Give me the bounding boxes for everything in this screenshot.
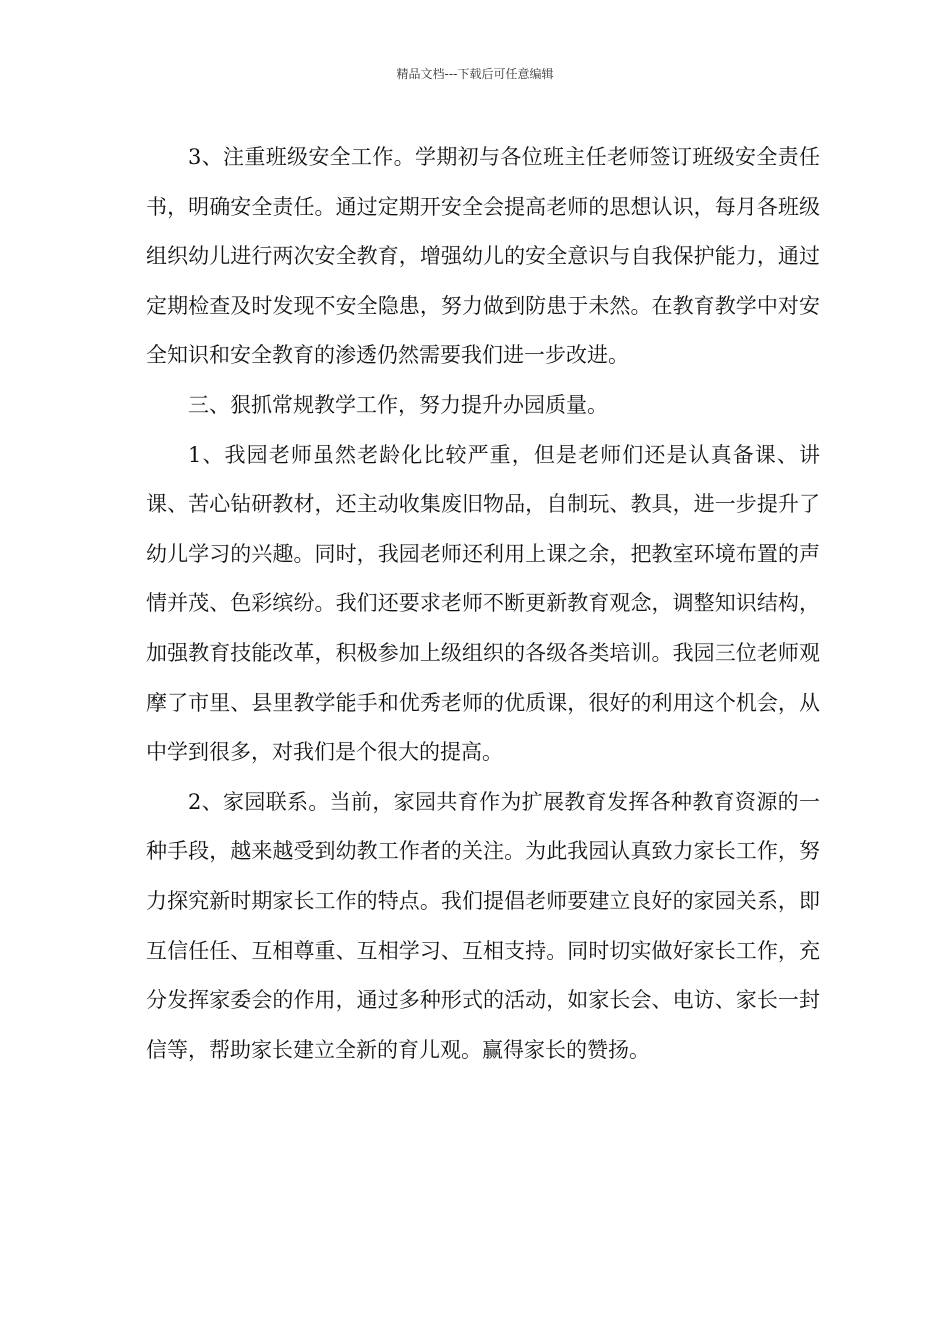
page-header: 精品文档---下载后可任意编辑 <box>396 67 554 81</box>
paragraph-teachers: 1、我园老师虽然老龄化比较严重，但是老师们还是认真备课、讲课、苦心钻研教材，还主动收集废旧物品，自制玩、教具，进一步提升了幼儿学习的兴趣。同时，我园老师还利用上课之余，把教室环境布置的声情并茂、色彩缤纷。我们还要求老师不断更新教育观念，调整知识结构，加强教育技能改革，积极参加上级组织的各级各类培训。我园三位老师观摩了市里、县里教学能手和优秀老师的优质课，很好的利用这个机会，从中学到很多，对我们是个很大的提高。 <box>146 442 820 765</box>
section-heading-teaching: 三、狠抓常规教学工作，努力提升办园质量。 <box>188 392 608 417</box>
paragraph-safety-work: 3、注重班级安全工作。学期初与各位班主任老师签订班级安全责任书，明确安全责任。通过定期开安全会提高老师的思想认识，每月各班级组织幼儿进行两次安全教育，增强幼儿的安全意识与自我保护能力，通过定期检查及时发现不安全隐患，努力做到防患于未然。在教育教学中对安全知识和安全教育的渗透仍然需要我们进一步改进。 <box>146 145 820 368</box>
document-body <box>146 133 820 1075</box>
paragraph-home-school: 2、家园联系。当前，家园共育作为扩展教育发挥各种教育资源的一种手段，越来越受到幼教工作者的关注。为此我园认真致力家长工作，努力探究新时期家长工作的特点。我们提倡老师要建立良好的家园关系，即互信任任、互相尊重、互相学习、互相支持。同时切实做好家长工作，充分发挥家委会的作用，通过多种形式的活动，如家长会、电访、家长一封信等，帮助家长建立全新的育儿观。赢得家长的赞扬。 <box>146 789 820 1062</box>
